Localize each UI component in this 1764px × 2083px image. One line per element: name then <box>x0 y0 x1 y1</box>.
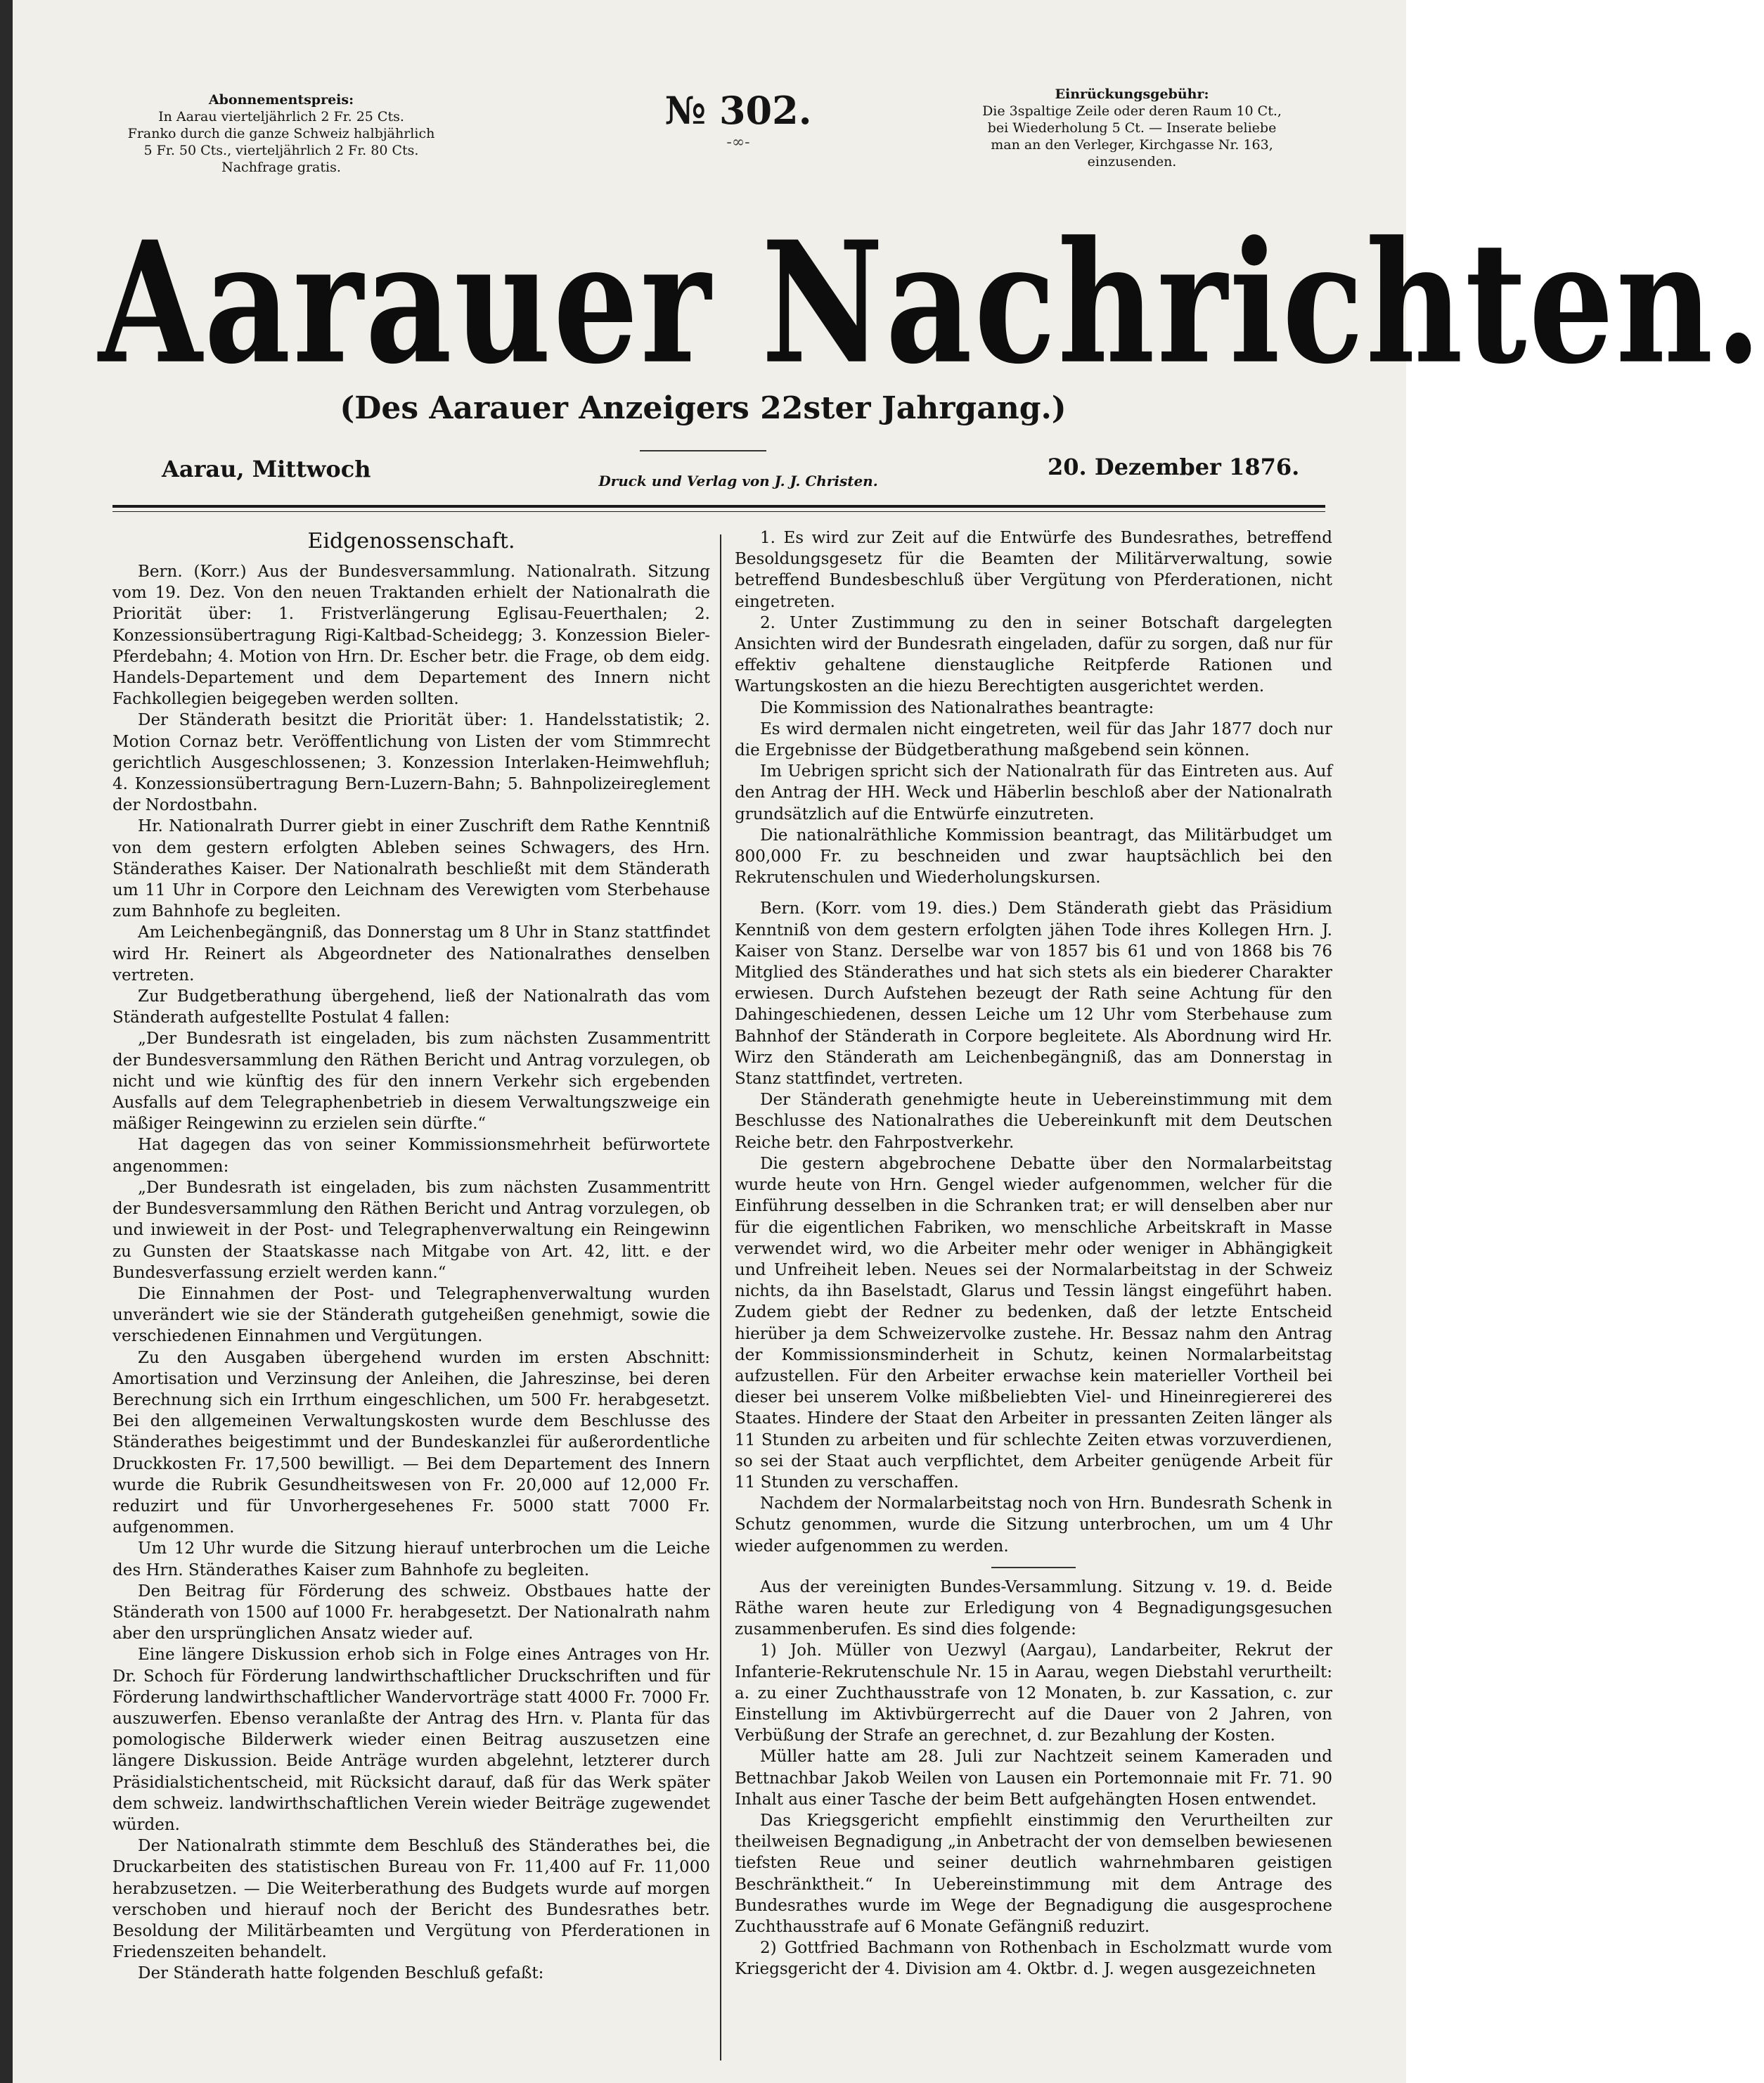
subscription-line: Franko durch die ganze Schweiz halbjährlich <box>127 126 435 141</box>
subscription-title: Abonnementspreis: <box>208 92 354 108</box>
article-paragraph: Im Uebrigen spricht sich der Nationalrath für das Eintreten aus. Auf den Antrag der HH. Weck und Häberlin beschloß aber der Nationalrath grundsätzlich auf die Entwürfe einzutreten. <box>735 762 1332 823</box>
column-right <box>735 527 1332 2068</box>
scan-binding-edge <box>0 0 13 2083</box>
article-paragraph: „Der Bundesrath ist eingeladen, bis zum nächsten Zusammentritt der Bundesversammlung den Räthen Bericht und Antrag vorzulegen, ob nicht und wie künftig des für den innern Verkehr sich ergebenden Ausfalls auf dem Telegraphenbetrieb in diesem Verwaltungszweige ein mäßiger Reingewinn zu erzielen sein dürfte.“ <box>112 1030 710 1134</box>
issue-number: № 302. <box>664 88 812 133</box>
article-paragraph: Es wird dermalen nicht eingetreten, weil für das Jahr 1877 doch nur die Ergebnisse der Büdgetberathung maßgebend sein können. <box>735 719 1332 760</box>
article-paragraph: Am Leichenbegängniß, das Donnerstag um 8 Uhr in Stanz stattfindet wird Hr. Reinert als Abgeordneter des Nationalrathes denselben vertreten. <box>112 923 710 985</box>
subscription-line: 5 Fr. 50 Cts., vierteljährlich 2 Fr. 80 Cts. <box>143 143 419 158</box>
insertion-line: bei Wiederholung 5 Ct. — Inserate beliebe <box>987 120 1277 136</box>
place-weekday: Aarau, Mittwoch <box>162 456 371 482</box>
article-paragraph: Den Beitrag für Förderung des schweiz. Obstbaues hatte der Ständerath von 1500 auf 1000 Fr. herabgesetzt. Der Nationalrath nahm aber den ursprünglichen Ansatz wieder auf. <box>112 1582 710 1643</box>
article-paragraph: Das Kriegsgericht empfiehlt einstimmig den Verurtheilten zur theilweisen Begnadigung „in Anbetracht der von demselben bewiesenen tiefsten Reue und seiner deutlich wahrnehmbaren geistigen Beschränktheit.“ In Uebereinstimmung mit dem Antrage des Bundesrathes wurde im Wege der Begnadigung die ausgesprochene Zuchthausstrafe auf 6 Monate Gefängniß reduzirt. <box>735 1811 1332 1936</box>
insertion-line: man an den Verleger, Kirchgasse Nr. 163, <box>991 137 1273 153</box>
article-paragraph: Die nationalräthliche Kommission beantragt, das Militärbudget um 800,000 Fr. zu beschneiden und zwar hauptsächlich bei den Rekrutenschulen und Wiederholungskursen. <box>735 826 1332 887</box>
issue-number-ornament: -∞- <box>726 134 750 151</box>
paragraph-gap <box>735 888 1332 898</box>
subtitle-rule <box>640 450 766 451</box>
issue-date: 20. Dezember 1876. <box>1048 454 1300 480</box>
masthead-subtitle: (Des Aarauer Anzeigers 22ster Jahrgang.) <box>340 390 1067 426</box>
insertion-line: einzusenden. <box>1087 154 1177 169</box>
article-paragraph: 1. Es wird zur Zeit auf die Entwürfe des Bundesrathes, betreffend Besoldungsgesetz für die Beamten der Militärverwaltung, sowie betreffend Bundesbeschluß über Vergütung von Pferderationen, nicht eingetreten. <box>735 529 1332 611</box>
section-heading: Eidgenossenschaft. <box>307 529 515 553</box>
article-paragraph: „Der Bundesrath ist eingeladen, bis zum nächsten Zusammentritt der Bundesversammlung den Räthen Bericht und Antrag vorzulegen, ob und inwieweit in der Post- und Telegraphenverwaltung ein Reingewinn zu Gunsten der Staatskasse nach Mitgabe von Art. 42, litt. e der Bundesverfassung erzielt werden kann.“ <box>112 1178 710 1282</box>
article-paragraph: Der Nationalrath stimmte dem Beschluß des Ständerathes bei, die Druckarbeiten des statistischen Bureau von Fr. 11,400 auf Fr. 11,000 herabzusetzen. — Die Weiterberathung des Budgets wurde auf morgen verschoben und hierauf noch der Bericht des Bundesrathes betr. Besoldung der Militärbeamten und Vergütung von Pferderationen in Friedenszeiten behandelt. <box>112 1837 710 1962</box>
article-paragraph: Der Ständerath hatte folgenden Beschluß gefaßt: <box>138 1964 544 1983</box>
article-paragraph: Müller hatte am 28. Juli zur Nachtzeit seinem Kameraden und Bettnachbar Jakob Weilen von Lausen ein Portemonnaie mit Fr. 71. 90 Inhalt aus einer Tasche der beim Bett aufgehängten Hosen entwendet. <box>735 1748 1332 1809</box>
subscription-line: In Aarau vierteljährlich 2 Fr. 25 Cts. <box>158 109 404 124</box>
article-paragraph: Bern. (Korr. vom 19. dies.) Dem Ständerath giebt das Präsidium Kenntniß von dem gestern erfolgten jähen Tode ihres Kollegen Hrn. J. Kaiser von Stanz. Derselbe war von 1857 bis 61 und von 1868 bis 76 Mitglied des Ständerathes und hat sich stets als ein biederer Charakter erwiesen. Durch Aufstehen bezeugt der Rath seine Achtung für den Dahingeschiedenen, dessen Leiche um 12 Uhr vom Sterbehause zum Bahnhof der Ständerath in Corpore begleitete. Als Abordnung wird Hr. Wirz den Ständerath am Leichenbegängniß, das am Donnerstag in Stanz stattfindet, vertreten. <box>735 899 1332 1089</box>
article-paragraph: Zu den Ausgaben übergehend wurden im ersten Abschnitt: Amortisation und Verzinsung der Anleihen, die Jahreszinse, bei deren Berechnung sich ein Irrthum eingeschlichen, um 500 Fr. herabgesetzt. Bei den allgemeinen Verwaltungskosten wurde dem Beschlusse des Ständerathes beigestimmt und der Bundeskanzlei für außerordentliche Druckkosten Fr. 17,500 bewilligt. — Bei dem Departement des Innern wurde die Rubrik Gesundheitswesen von Fr. 20,000 auf 12,000 Fr. reduzirt und für Unvorhergesehenes Fr. 5000 statt 7000 Fr. aufgenommen. <box>112 1348 710 1537</box>
article-paragraph: Die Kommission des Nationalrathes beantragte: <box>760 698 1154 717</box>
article-paragraph: Zur Budgetberathung übergehend, ließ der Nationalrath das vom Ständerath aufgestellte Postulat 4 fallen: <box>112 987 710 1027</box>
article-paragraph: 2. Unter Zustimmung zu den in seiner Botschaft dargelegten Ansichten wird der Bundesrath eingeladen, dafür zu sorgen, daß nur für effektiv gehaltene dienstaugliche Reitpferde Rationen und Wartungskosten an die hiezu Berechtigten ausgerichtet werden. <box>735 613 1332 696</box>
subscription-line: Nachfrage gratis. <box>221 160 341 175</box>
article-paragraph: Der Ständerath genehmigte heute in Uebereinstimmung mit dem Beschlusse des Nationalrathes die Uebereinkunft mit dem Deutschen Reiche betr. den Fahrpostverkehr. <box>735 1091 1332 1152</box>
article-paragraph: Der Ständerath besitzt die Priorität über: 1. Handelsstatistik; 2. Motion Cornaz betr. Veröffentlichung von Listen der vom Stimmrecht gerichtlich Ausgeschlossenen; 3. Konzession Interlaken-Heimwehfluh; 4. Konzessionsübertragung Bern-Luzern-Bahn; 5. Bahnpolizeireglement der Nordostbahn. <box>112 711 710 815</box>
column-left <box>112 527 710 2068</box>
article-paragraph: Hat dagegen das von seiner Kommissionsmehrheit befürwortete angenommen: <box>112 1136 710 1176</box>
insertion-box <box>942 86 1322 170</box>
article-paragraph: 2) Gottfried Bachmann von Rothenbach in Escholzmatt wurde vom Kriegsgericht der 4. Division am 4. Oktbr. d. J. wegen ausgezeichneten <box>735 1939 1332 1979</box>
article-paragraph: Aus der vereinigten Bundes-Versammlung. Sitzung v. 19. d. Beide Räthe waren heute zur Erledigung von 4 Begnadigungsgesuchen zusammenberufen. Es sind dies folgende: <box>735 1577 1332 1639</box>
header-rule-thick <box>112 505 1325 508</box>
insertion-line: Die 3spaltige Zeile oder deren Raum 10 Ct., <box>982 103 1282 119</box>
article-paragraph: Die gestern abgebrochene Debatte über den Normalarbeitstag wurde heute von Hrn. Gengel wieder aufgenommen, welcher für die Einführung desselben in die Schranken trat; er will denselben aber nur für die eigentlichen Fabriken, wo menschliche Arbeitskraft in Masse verwendet wird, wo die Arbeiter mehr oder weniger in Abhängigkeit und Unfreiheit leben. Neues sei der Normalarbeitstag in der Schweiz nichts, da ihn Baselstadt, Glarus und Tessin längst eingeführt haben. Zudem giebt der Redner zu bedenken, daß der letzte Entscheid hierüber ja dem Schweizervolke zustehe. Hr. Bessaz nahm den Antrag der Kommissionsminderheit in Schutz, keinen Normalarbeitstag aufzustellen. Für den Arbeiter erwachse kein materieller Vortheil bei dieser bei unserem Volke mißbeliebten Viel- und Hineinregiererei des Staates. Hindere der Staat den Arbeiter in pressanten Zeiten länger als 11 Stunden zu arbeiten und für schlechte Zeiten etwas vorzuverdienen, so sei der Staat auch verpflichtet, dem Arbeiter genügende Arbeit für 11 Stunden zu verschaffen. <box>735 1154 1332 1492</box>
article-paragraph: Eine längere Diskussion erhob sich in Folge eines Antrages von Hr. Dr. Schoch für Förderung landwirthschaftlicher Druckschriften und für Förderung landwirthschaftlicher Wandervorträge statt 4000 Fr. 7000 Fr. auszuwerfen. Ebenso veranlaßte der Antrag des Hrn. v. Planta für das pomologische Bilderwerk wieder einen Beitrag auszusetzen eine längere Diskussion. Beide Anträge wurden abgelehnt, letzterer durch Präsidialstichentscheid, mit Rücksicht darauf, daß für das Werk später dem schweiz. landwirthschaftlichen Verein wieder Beiträge zugewendet würden. <box>112 1646 710 1834</box>
masthead-title: Aarauer Nachrichten. <box>98 205 1764 401</box>
article-paragraph: Hr. Nationalrath Durrer giebt in einer Zuschrift dem Rathe Kenntniß von dem gestern erfolgten Ableben seines Schwagers, des Hrn. Ständerathes Kaiser. Der Nationalrath beschließt mit dem Ständerath um 11 Uhr in Corpore den Leichnam des Verewigten vom Sterbehause zum Bahnhofe zu begleiten. <box>112 817 710 921</box>
article-paragraph: Um 12 Uhr wurde die Sitzung hierauf unterbrochen um die Leiche des Hrn. Ständerathes Kaiser zum Bahnhofe zu begleiten. <box>112 1539 710 1579</box>
article-paragraph: Nachdem der Normalarbeitstag noch von Hrn. Bundesrath Schenk in Schutz genommen, wurde die Sitzung unterbrochen, um um 4 Uhr wieder aufgenommen zu werden. <box>735 1494 1332 1556</box>
article-paragraph: 1) Joh. Müller von Uezwyl (Aargau), Landarbeiter, Rekrut der Infanterie-Rekrutenschule Nr. 15 in Aarau, wegen Diebstahl verurtheilt: a. zu einer Zuchthausstrafe von 12 Monaten, b. zur Kassation, c. zur Einstellung im Aktivbürgerrecht auf die Dauer von 2 Jahren, von Verbüßung der Strafe an gerechnet, d. zur Bezahlung der Kosten. <box>735 1641 1332 1745</box>
column-separator <box>720 534 721 2060</box>
article-paragraph: Bern. (Korr.) Aus der Bundesversammlung. Nationalrath. Sitzung vom 19. Dez. Von den neuen Traktanden erhielt der Nationalrath die Priorität über: 1. Fristverlängerung Eglisau-Feuerthalen; 2. Konzessionsübertragung Rigi-Kaltbad-Scheidegg; 3. Konzession Bieler-Pferdebahn; 4. Motion von Hrn. Dr. Escher betr. die Frage, ob dem eidg. Handels-Departement und dem Departement des Innern nicht Fachkollegien beigegeben werden sollten. <box>112 563 710 709</box>
article-divider <box>991 1567 1076 1568</box>
insertion-title: Einrückungsgebühr: <box>1055 86 1209 102</box>
subscription-box <box>91 91 471 176</box>
header-rule-thin <box>112 511 1325 512</box>
article-paragraph: Die Einnahmen der Post- und Telegraphenverwaltung wurden unverändert wie sie der Ständerath gutgeheißen genehmigt, sowie die verschiedenen Einnahmen und Vergütungen. <box>112 1284 710 1346</box>
printer-imprint: Druck und Verlag von J. J. Christen. <box>598 473 878 489</box>
